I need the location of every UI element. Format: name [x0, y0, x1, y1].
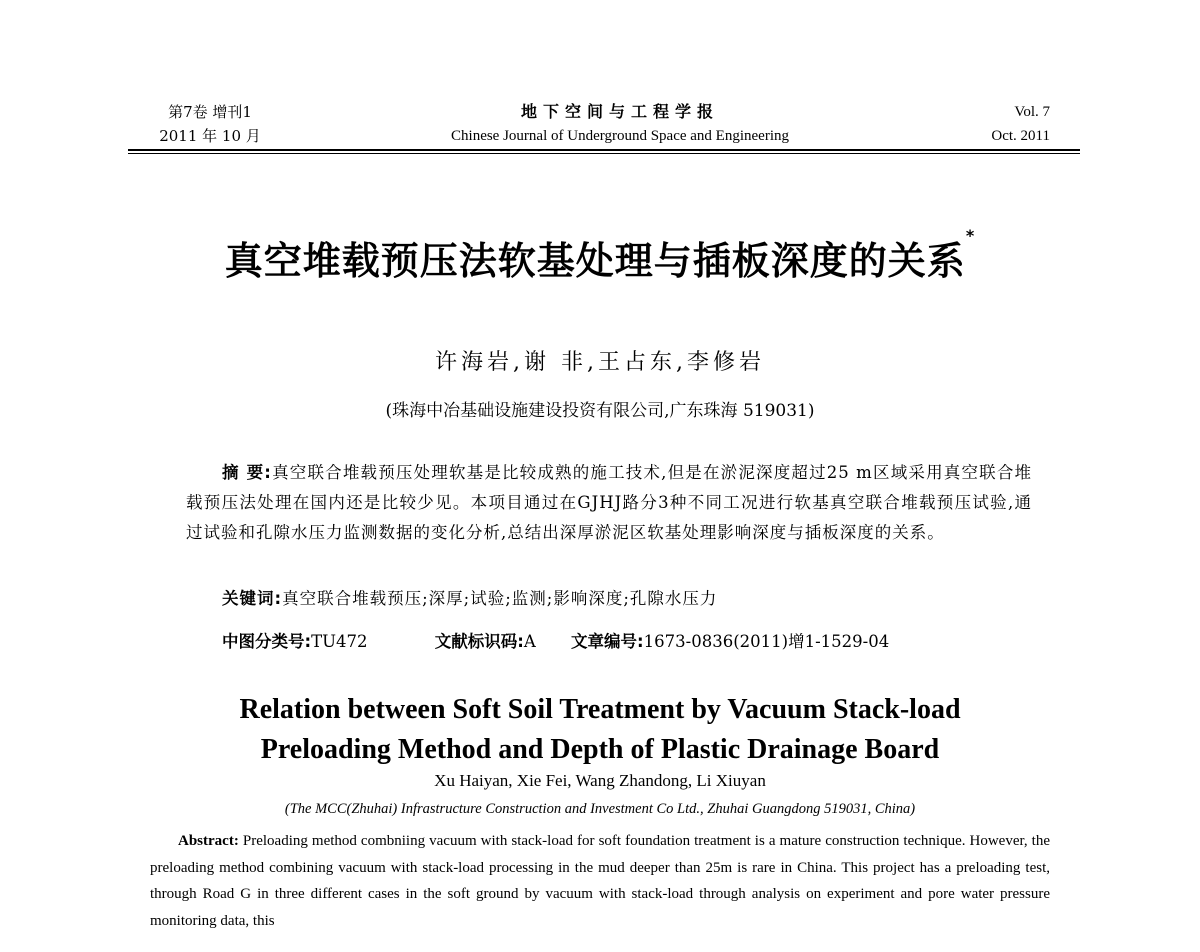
- authors-en: Xu Haiyan, Xie Fei, Wang Zhandong, Li Xiuyan: [434, 771, 766, 790]
- volume-issue-cn: 第7卷 增刊1: [168, 103, 252, 121]
- abstract-cn-text: 真空联合堆载预压处理软基是比较成熟的施工技术,但是在淤泥深度超过25 m区域采用真空联合堆载预压法处理在国内还是比较少见。本项目通过在GJHJ路分3种不同工况进行软基真空联合堆载预压试验,通过试验和孔隙水压力监测数据的变化分析,总结出深厚淤泥区软基处理影响深度与插板深度的关系。: [186, 463, 1032, 542]
- clc-number: [222, 628, 368, 652]
- clc-label: 中图分类号:: [222, 632, 312, 651]
- clc-value: TU472: [311, 632, 368, 651]
- abstract-cn-label: 摘 要:: [222, 463, 272, 482]
- abstract-cn: [186, 458, 1032, 548]
- paper-title-en: [0, 690, 1200, 770]
- date-en: Oct. 2011: [991, 128, 1050, 144]
- doc-code-label: 文献标识码:: [434, 632, 524, 651]
- header-center: [380, 100, 860, 148]
- paper-title-en-line2: Preloading Method and Depth of Plastic Drainage Board: [260, 734, 940, 765]
- header-rule-thick: [128, 149, 1080, 151]
- journal-name-en: Chinese Journal of Underground Space and Engineering: [451, 128, 789, 144]
- keywords-cn-label: 关键词:: [222, 589, 283, 608]
- journal-name-cn: 地下空间与工程学报: [520, 102, 719, 121]
- article-number-label: 文章编号:: [571, 632, 644, 651]
- header-right: [960, 100, 1050, 148]
- affiliation-en: (The MCC(Zhuhai) Infrastructure Construction and Investment Co Ltd., Zhuhai Guangdong 519031, China): [284, 801, 916, 817]
- document-code: [435, 628, 536, 652]
- authors-cn: 许海岩,谢 非,王占东,李修岩: [435, 350, 765, 375]
- keywords-cn: [222, 585, 717, 609]
- header-left: [150, 100, 270, 148]
- keywords-cn-text: 真空联合堆载预压;深厚;试验;监测;影响深度;孔隙水压力: [282, 589, 718, 608]
- date-cn: 2011 年 10 月: [159, 127, 261, 145]
- affiliation-cn: (珠海中冶基础设施建设投资有限公司,广东珠海 519031): [385, 401, 815, 421]
- article-number: [571, 628, 889, 652]
- paper-title-cn: [0, 226, 1200, 285]
- paper-title-cn-text: 真空堆载预压法软基处理与插板深度的关系: [224, 239, 966, 283]
- volume-en: Vol. 7: [1014, 104, 1050, 120]
- paper-title-en-line1: Relation between Soft Soil Treatment by Vacuum Stack-load: [239, 694, 961, 725]
- article-number-value: 1673-0836(2011)增1-1529-04: [643, 632, 890, 651]
- abstract-en-label: Abstract:: [178, 833, 239, 849]
- abstract-en: [150, 828, 1050, 934]
- header-rule-thin: [128, 153, 1080, 154]
- title-footnote-mark: *: [965, 226, 976, 245]
- classification-row: [222, 628, 889, 652]
- doc-code-value: A: [523, 632, 536, 651]
- abstract-en-text: Preloading method combniing vacuum with stack-load for soft foundation treatment is a mature construction technique. However, the preloading method combining vacuum with stack-load processing in the mud deeper than 25m is rare in China. This project has a preloading test, through Road G in three different cases in the soft ground by vacuum with stack-load through analysis on experiment and pore water pressure monitoring data, this: [150, 833, 1051, 929]
